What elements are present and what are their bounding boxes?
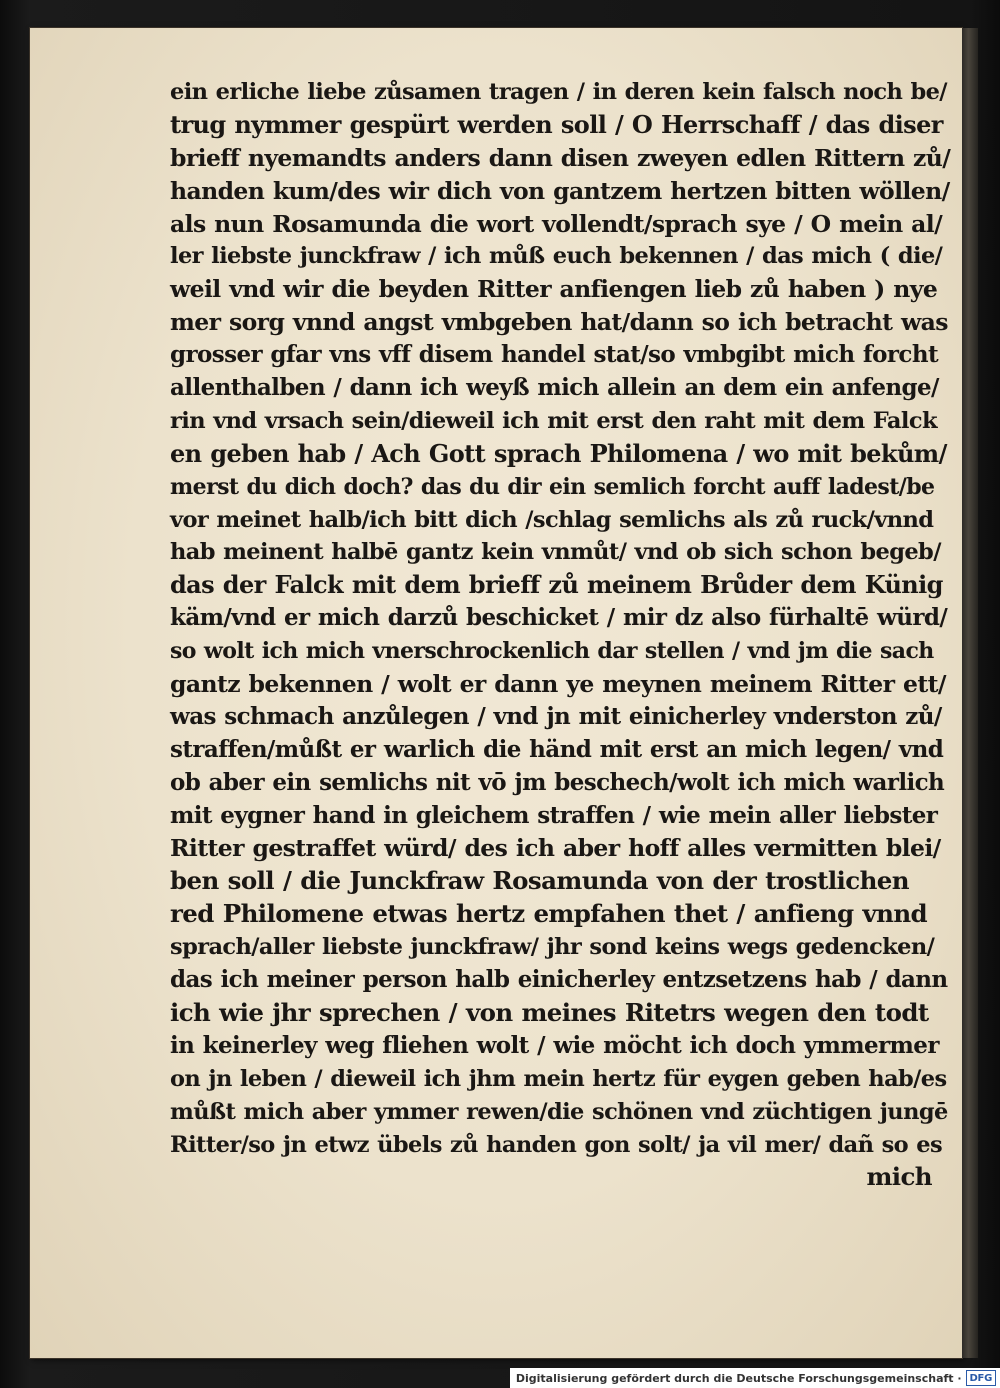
catchword: mich bbox=[866, 1162, 932, 1192]
text-line: das der Falck mit dem brieff zů meinem Brůder dem Künig bbox=[170, 570, 943, 600]
text-line: käm/vnd er mich darzů beschicket / mir dz also fürhaltē würd/ bbox=[170, 604, 948, 632]
text-line: ler liebste junckfraw / ich můß euch bekennen / das mich ( die/ bbox=[170, 243, 943, 270]
text-line: ein erliche liebe zůsamen tragen / in deren kein falsch noch be/ bbox=[170, 79, 947, 105]
text-line: Ritter/so jn etwz übels zů handen gon solt/ ja vil mer/ dañ so es bbox=[170, 1131, 943, 1158]
text-line: gantz bekennen / wolt er dann ye meynen meinem Ritter ett/ bbox=[170, 670, 946, 699]
text-line: in keinerley weg fliehen wolt / wie möcht ich doch ymmermer bbox=[170, 1031, 939, 1059]
book-page bbox=[30, 28, 962, 1358]
text-line: allenthalben / dann ich weyß mich allein an dem ein anfenge/ bbox=[170, 374, 939, 402]
footer-credit: Digitalisierung gefördert durch die Deutsche Forschungsgemeinschaft · bbox=[515, 1371, 962, 1385]
text-line: weil vnd wir die beyden Ritter anfiengen lieb zů haben ) nye bbox=[170, 275, 938, 304]
text-line: on jn leben / dieweil ich jhm mein hertz für eygen geben hab/es bbox=[170, 1065, 947, 1092]
text-line: straffen/můßt er warlich die händ mit erst an mich legen/ vnd bbox=[170, 735, 944, 763]
text-line: sprach/aller liebste junckfraw/ jhr sond keins wegs gedencken/ bbox=[170, 934, 935, 961]
page-text bbox=[170, 76, 950, 1194]
text-line: das ich meiner person halb einicherley entzsetzens hab / dann bbox=[170, 966, 948, 994]
text-line: mer sorg vnnd angst vmbgeben hat/dann so ich betracht was bbox=[170, 308, 948, 337]
text-line: rin vnd vrsach sein/dieweil ich mit erst den raht mit dem Falck bbox=[170, 407, 937, 434]
text-line: was schmach anzůlegen / vnd jn mit einicherley vnderston zů/ bbox=[170, 702, 942, 730]
text-line: grosser gfar vns vff disem handel stat/so vmbgibt mich forcht bbox=[170, 341, 938, 369]
text-line: vor meinet halb/ich bitt dich /schlag semlichs als zů ruck/vnnd bbox=[170, 506, 934, 533]
dfg-logo-icon: DFG bbox=[966, 1370, 996, 1386]
text-line: hab meinent halbē gantz kein vnmůt/ vnd ob sich schon begeb/ bbox=[170, 539, 941, 566]
page-edge bbox=[962, 28, 978, 1358]
text-line: merst du dich doch? das du dir ein semlich forcht auff ladest/be bbox=[170, 473, 935, 500]
text-line: mit eygner hand in gleichem straffen / wie mein aller liebster bbox=[170, 801, 938, 829]
text-line: ich wie jhr sprechen / von meines Ritetrs wegen den todt bbox=[170, 997, 929, 1027]
text-line: handen kum/des wir dich von gantzem hertzen bitten wöllen/ bbox=[170, 176, 950, 205]
text-line: trug nymmer gespürt werden soll / O Herrschaff / das diser bbox=[170, 109, 943, 139]
text-line: als nun Rosamunda die wort vollendt/sprach sye / O mein al/ bbox=[170, 209, 943, 238]
text-line: brieff nyemandts anders dann disen zweyen edlen Rittern zů/ bbox=[170, 143, 951, 172]
text-line: red Philomene etwas hertz empfahen thet / anfieng vnnd bbox=[170, 899, 928, 929]
text-line: Ritter gestraffet würd/ des ich aber hoff alles vermitten blei/ bbox=[170, 834, 941, 863]
text-line: ob aber ein semlichs nit vō jm beschech/wolt ich mich warlich bbox=[170, 768, 945, 796]
text-line: en geben hab / Ach Gott sprach Philomena / wo mit bekům/ bbox=[170, 438, 947, 468]
digitization-footer bbox=[510, 1368, 1000, 1388]
text-line: ben soll / die Junckfraw Rosamunda von der trostlichen bbox=[170, 866, 909, 896]
text-line: so wolt ich mich vnerschrockenlich dar stellen / vnd jm die sach bbox=[170, 638, 934, 665]
text-line: můßt mich aber ymmer rewen/die schönen vnd züchtigen jungē bbox=[170, 1098, 948, 1125]
